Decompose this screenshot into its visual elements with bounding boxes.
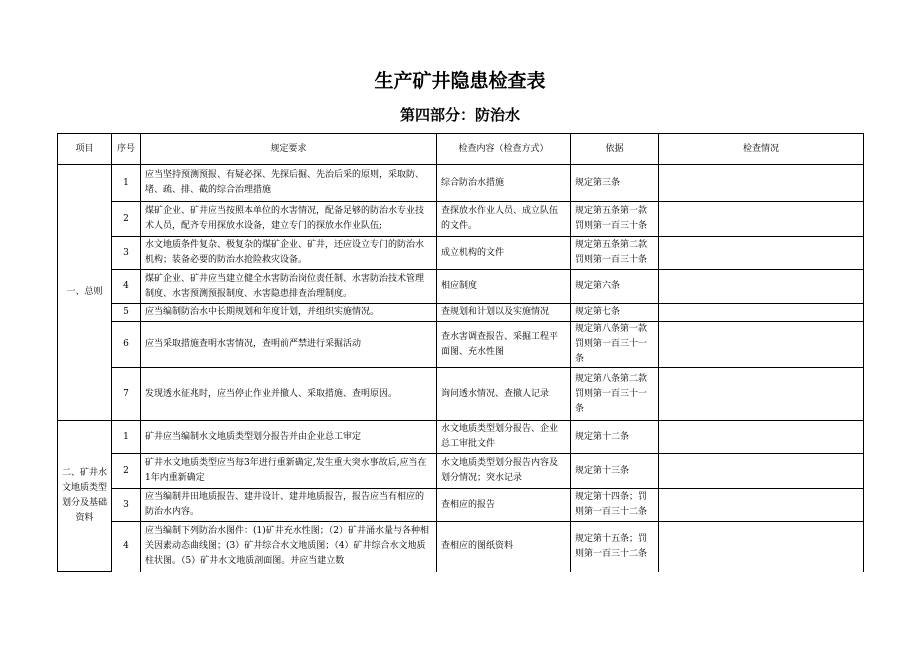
content-cell: 水文地质类型划分报告、企业总工审批文件 [437, 421, 571, 454]
table-row [58, 237, 864, 270]
result-cell[interactable] [659, 522, 864, 572]
result-cell[interactable] [659, 202, 864, 237]
table-row [58, 270, 864, 304]
requirement-cell: 煤矿企业、矿井应当按照本单位的水害情况，配备足够的防治水专业技术人员，配齐专用探放水设备，建立专门的探放水作业队伍; [141, 202, 437, 237]
table-row [58, 522, 864, 572]
table-row [58, 202, 864, 237]
document-title: 生产矿井隐患检查表 [374, 70, 546, 92]
table-header-row [58, 134, 864, 165]
content-cell: 查相应的图纸资料 [437, 522, 571, 572]
row-number: 3 [112, 489, 141, 522]
requirement-cell: 应当坚持预测预报、有疑必探、先探后掘、先治后采的原则，采取防、堵、疏、排、截的综合治理措施 [141, 165, 437, 202]
table-row [58, 489, 864, 522]
basis-cell: 规定第十五条；罚则第一百三十二条 [571, 522, 659, 572]
result-cell[interactable] [659, 322, 864, 368]
header-basis: 依据 [571, 134, 659, 165]
row-number: 1 [112, 421, 141, 454]
result-cell[interactable] [659, 237, 864, 270]
row-number: 2 [112, 202, 141, 237]
header-category: 项目 [58, 134, 112, 165]
document-subtitle: 第四部分：防治水 [399, 106, 520, 124]
content-cell: 综合防治水措施 [437, 165, 571, 202]
header-content: 检查内容（检查方式） [437, 134, 571, 165]
table-row [58, 304, 864, 322]
content-cell: 查相应的报告 [437, 489, 571, 522]
requirement-cell: 矿井水文地质类型应当每3年进行重新确定,发生重大突水事故后,应当在1年内重新确定 [141, 454, 437, 489]
category-cell: 一、总则 [58, 165, 112, 421]
requirement-cell: 应当编制井田地质报告、建井设计、建井地质报告，报告应当有相应的防治水内容。 [141, 489, 437, 522]
requirement-cell: 应当编制下列防治水图件：(1)矿井充水性图；（2）矿井涌水量与各种相关因素动态曲线图；(3）矿井综合水文地质图；（4）矿井综合水文地质柱状图。（5）矿井水文地质剖面图。并应当建立数 [141, 522, 437, 572]
table-row [58, 421, 864, 454]
row-number: 6 [112, 322, 141, 368]
content-cell: 成立机构的文件 [437, 237, 571, 270]
requirement-cell: 矿井应当编制水文地质类型划分报告并由企业总工审定 [141, 421, 437, 454]
result-cell[interactable] [659, 454, 864, 489]
table-row [58, 454, 864, 489]
requirement-cell: 煤矿企业、矿井应当建立健全水害防治岗位责任制、水害防治技术管理制度、水害预测预报制度、水害隐患排查治理制度。 [141, 270, 437, 304]
inspection-table [57, 133, 864, 572]
result-cell[interactable] [659, 270, 864, 304]
row-number: 4 [112, 270, 141, 304]
basis-cell: 规定第十二条 [571, 421, 659, 454]
content-cell: 水文地质类型划分报告内容及划分情况；突水记录 [437, 454, 571, 489]
result-cell[interactable] [659, 165, 864, 202]
requirement-cell: 水文地质条件复杂、极复杂的煤矿企业、矿井，还应设立专门的防治水机构；装备必要的防治水抢险救灾设备。 [141, 237, 437, 270]
requirement-cell: 应当采取措施查明水害情况，查明前严禁进行采掘活动 [141, 322, 437, 368]
requirement-cell: 发现透水征兆时，应当停止作业并撤人、采取措施、查明原因。 [141, 368, 437, 421]
basis-cell: 规定第六条 [571, 270, 659, 304]
header-result: 检查情况 [659, 134, 864, 165]
row-number: 3 [112, 237, 141, 270]
content-cell: 查水害调查报告、采掘工程平面图、充水性图 [437, 322, 571, 368]
category-cell: 二、矿井水文地质类型划分及基础资料 [58, 421, 112, 572]
basis-cell: 规定第五条第一款罚则第一百三十条 [571, 202, 659, 237]
result-cell[interactable] [659, 368, 864, 421]
row-number: 1 [112, 165, 141, 202]
row-number: 7 [112, 368, 141, 421]
result-cell[interactable] [659, 304, 864, 322]
basis-cell: 规定第八条第一款罚则第一百三十一条 [571, 322, 659, 368]
content-cell: 询问透水情况、查撤人记录 [437, 368, 571, 421]
content-cell: 查规划和计划以及实施情况 [437, 304, 571, 322]
table-row [58, 322, 864, 368]
header-no: 序号 [112, 134, 141, 165]
basis-cell: 规定第五条第二款罚则第一百三十条 [571, 237, 659, 270]
basis-cell: 规定第十四条；罚则第一百三十二条 [571, 489, 659, 522]
result-cell[interactable] [659, 489, 864, 522]
table-row [58, 165, 864, 202]
basis-cell: 规定第三条 [571, 165, 659, 202]
row-number: 4 [112, 522, 141, 572]
basis-cell: 规定第八条第二款罚则第一百三十一条 [571, 368, 659, 421]
row-number: 5 [112, 304, 141, 322]
content-cell: 查探放水作业人员、成立队伍的文件。 [437, 202, 571, 237]
table-row [58, 368, 864, 421]
header-requirement: 规定要求 [141, 134, 437, 165]
basis-cell: 规定第七条 [571, 304, 659, 322]
row-number: 2 [112, 454, 141, 489]
basis-cell: 规定第十三条 [571, 454, 659, 489]
content-cell: 相应制度 [437, 270, 571, 304]
result-cell[interactable] [659, 421, 864, 454]
requirement-cell: 应当编制防治水中长期规划和年度计划，并组织实施情况。 [141, 304, 437, 322]
